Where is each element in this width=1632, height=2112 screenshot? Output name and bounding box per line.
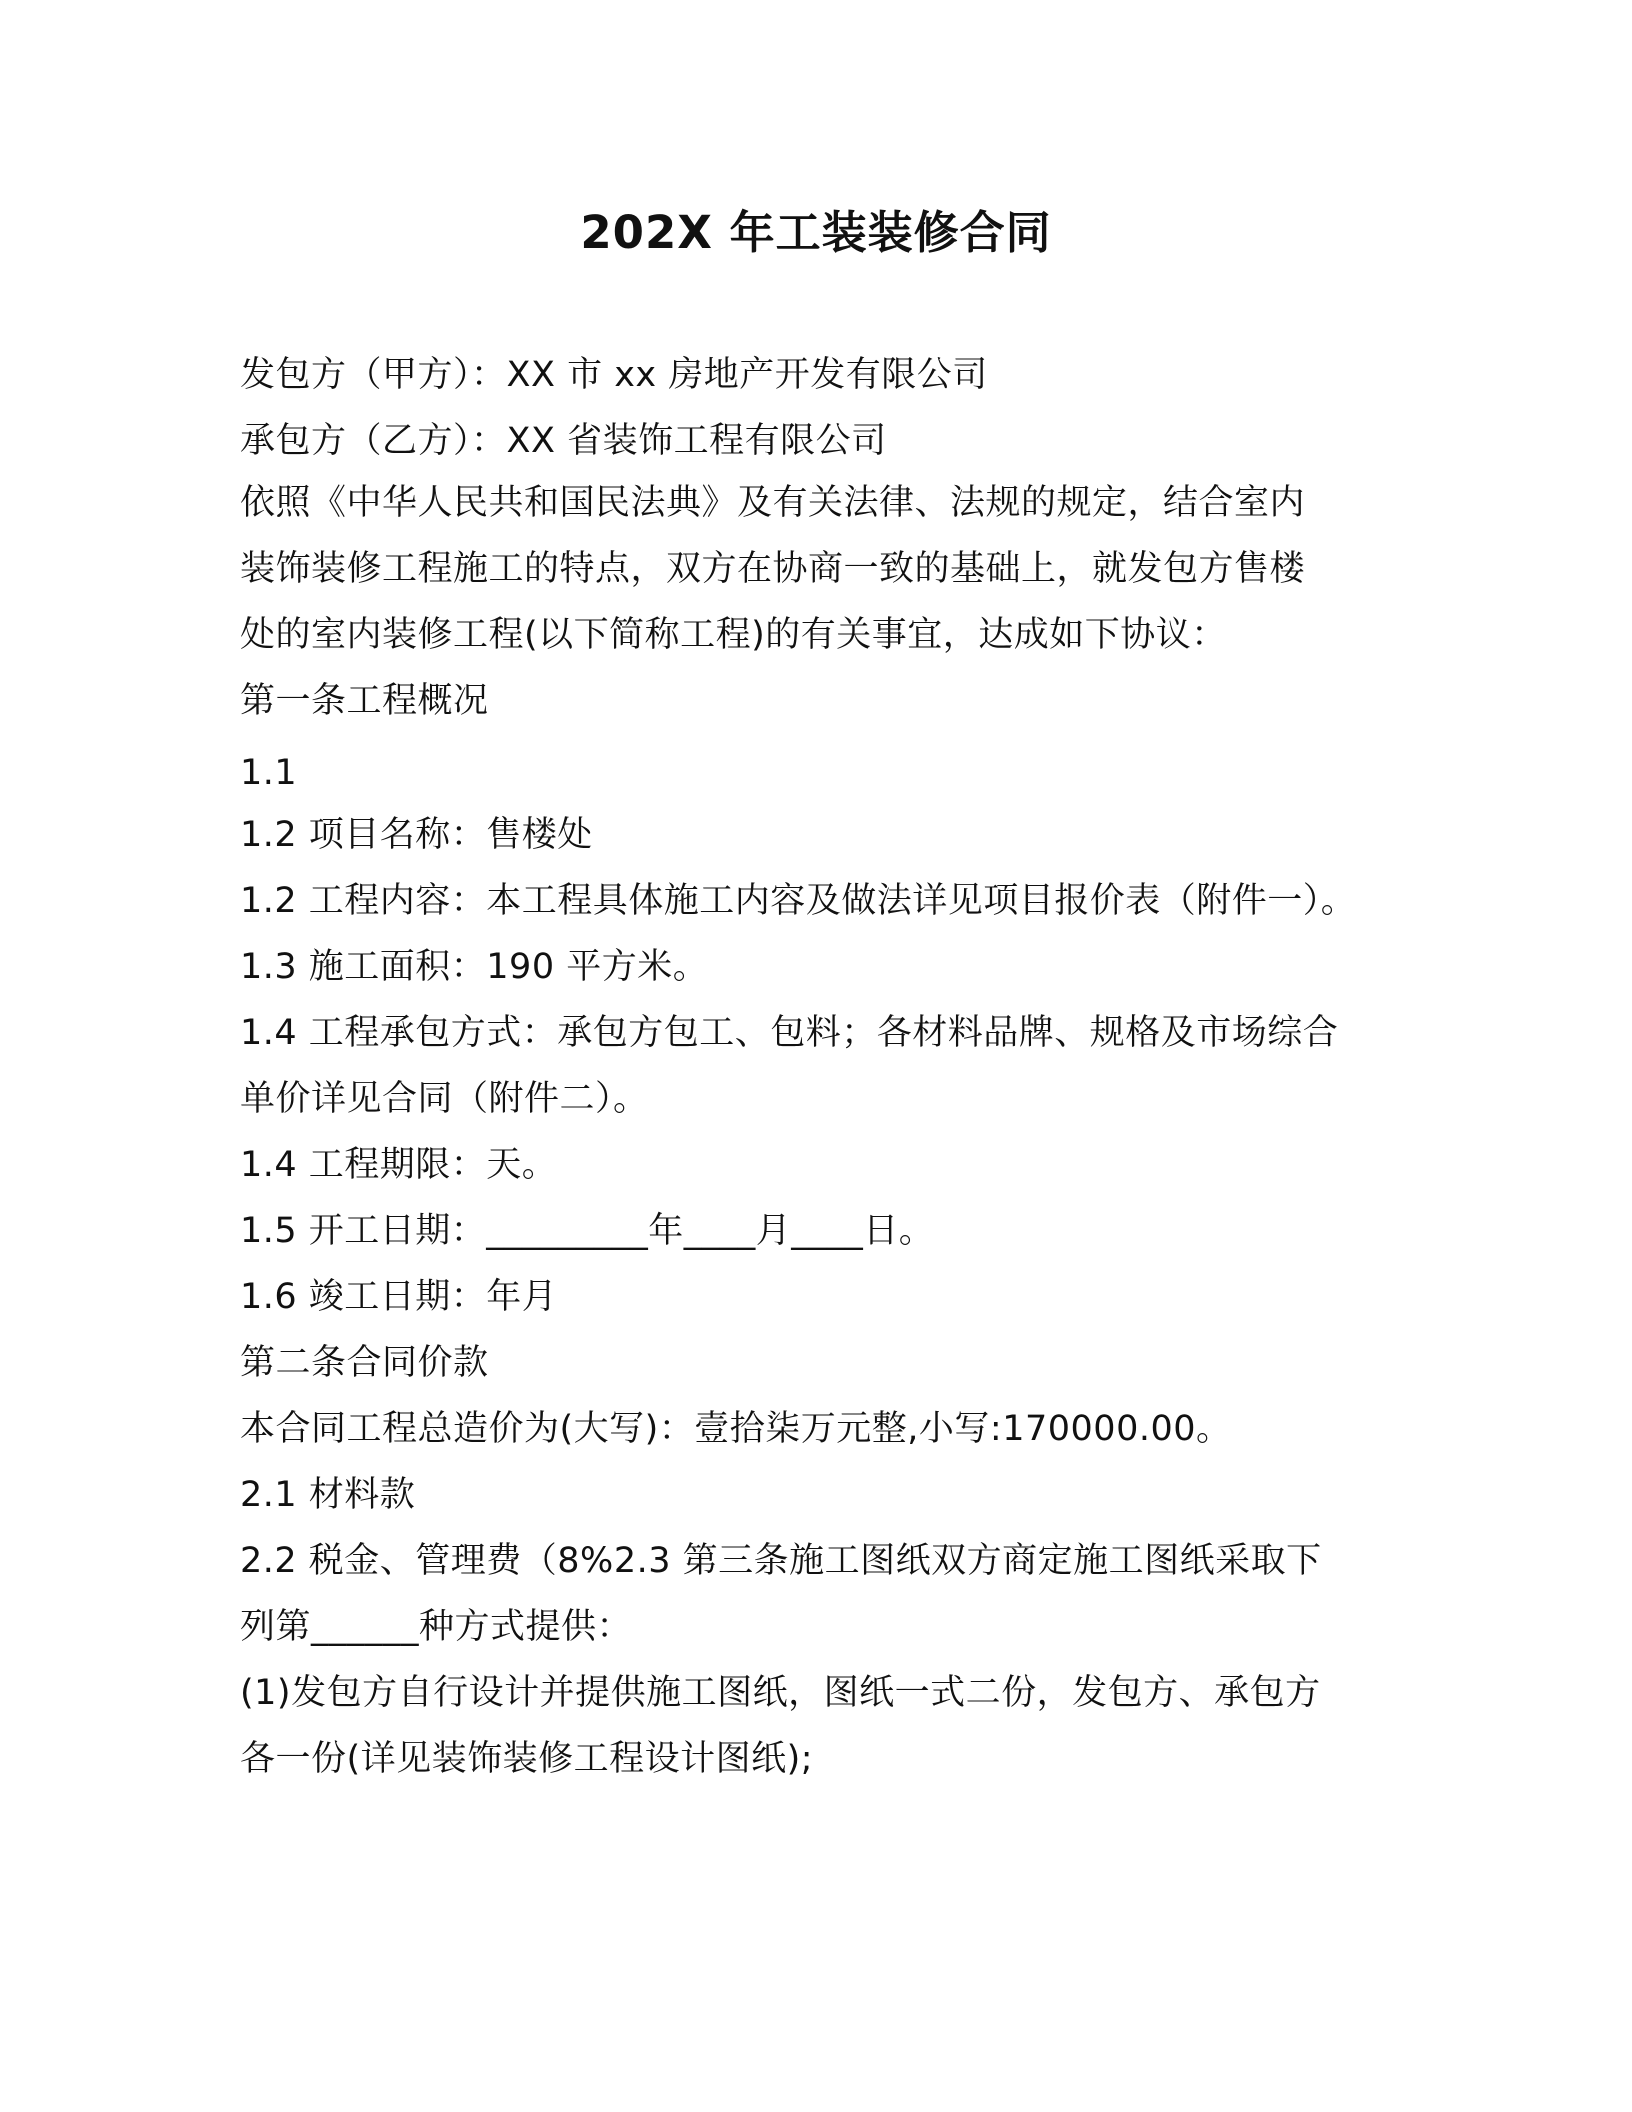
- clause-1-2-content: 1.2 工程内容：本工程具体施工内容及做法详见项目报价表（附件一）。: [240, 881, 1357, 921]
- clause-1-4-method-cont: 单价详见合同（附件二）。: [240, 1079, 649, 1119]
- clause-1-4-method: 1.4 工程承包方式：承包方包工、包料；各材料品牌、规格及市场综合: [240, 1013, 1339, 1053]
- clause-1-2-name: 1.2 项目名称：售楼处: [240, 815, 593, 855]
- total-price-line: 本合同工程总造价为(大写)：壹拾柒万元整,小写:170000.00。: [240, 1409, 1232, 1449]
- clause-2-1: 2.1 材料款: [240, 1475, 416, 1515]
- clause-1-1: 1.1: [240, 753, 298, 793]
- party-b-line: 承包方（乙方）：XX 省装饰工程有限公司: [240, 421, 887, 461]
- drawing-option-1: (1)发包方自行设计并提供施工图纸，图纸一式二份，发包方、承包方: [240, 1673, 1321, 1713]
- drawing-option-1-cont: 各一份(详见装饰装修工程设计图纸);: [240, 1739, 814, 1779]
- article-2-heading: 第二条合同价款: [240, 1343, 489, 1383]
- preamble-line-3: 处的室内装修工程(以下简称工程)的有关事宜，达成如下协议：: [240, 615, 1227, 655]
- party-a-line: 发包方（甲方）：XX 市 xx 房地产开发有限公司: [240, 355, 988, 395]
- article-1-heading: 第一条工程概况: [240, 681, 489, 721]
- clause-1-6-end-date: 1.6 竣工日期：年月: [240, 1277, 558, 1317]
- clause-1-5-start-date: 1.5 开工日期：_________年____月____日。: [240, 1211, 935, 1251]
- preamble-line-1: 依照《中华人民共和国民法典》及有关法律、法规的规定，结合室内: [240, 483, 1306, 523]
- clause-2-2-cont: 列第______种方式提供：: [240, 1607, 633, 1647]
- preamble-line-2: 装饰装修工程施工的特点，双方在协商一致的基础上，就发包方售楼: [240, 549, 1306, 589]
- document-title: 202X 年工装装修合同: [580, 206, 1052, 259]
- clause-2-2: 2.2 税金、管理费（8%2.3 第三条施工图纸双方商定施工图纸采取下: [240, 1541, 1322, 1581]
- clause-1-4-period: 1.4 工程期限：天。: [240, 1145, 558, 1185]
- clause-1-3-area: 1.3 施工面积：190 平方米。: [240, 947, 709, 987]
